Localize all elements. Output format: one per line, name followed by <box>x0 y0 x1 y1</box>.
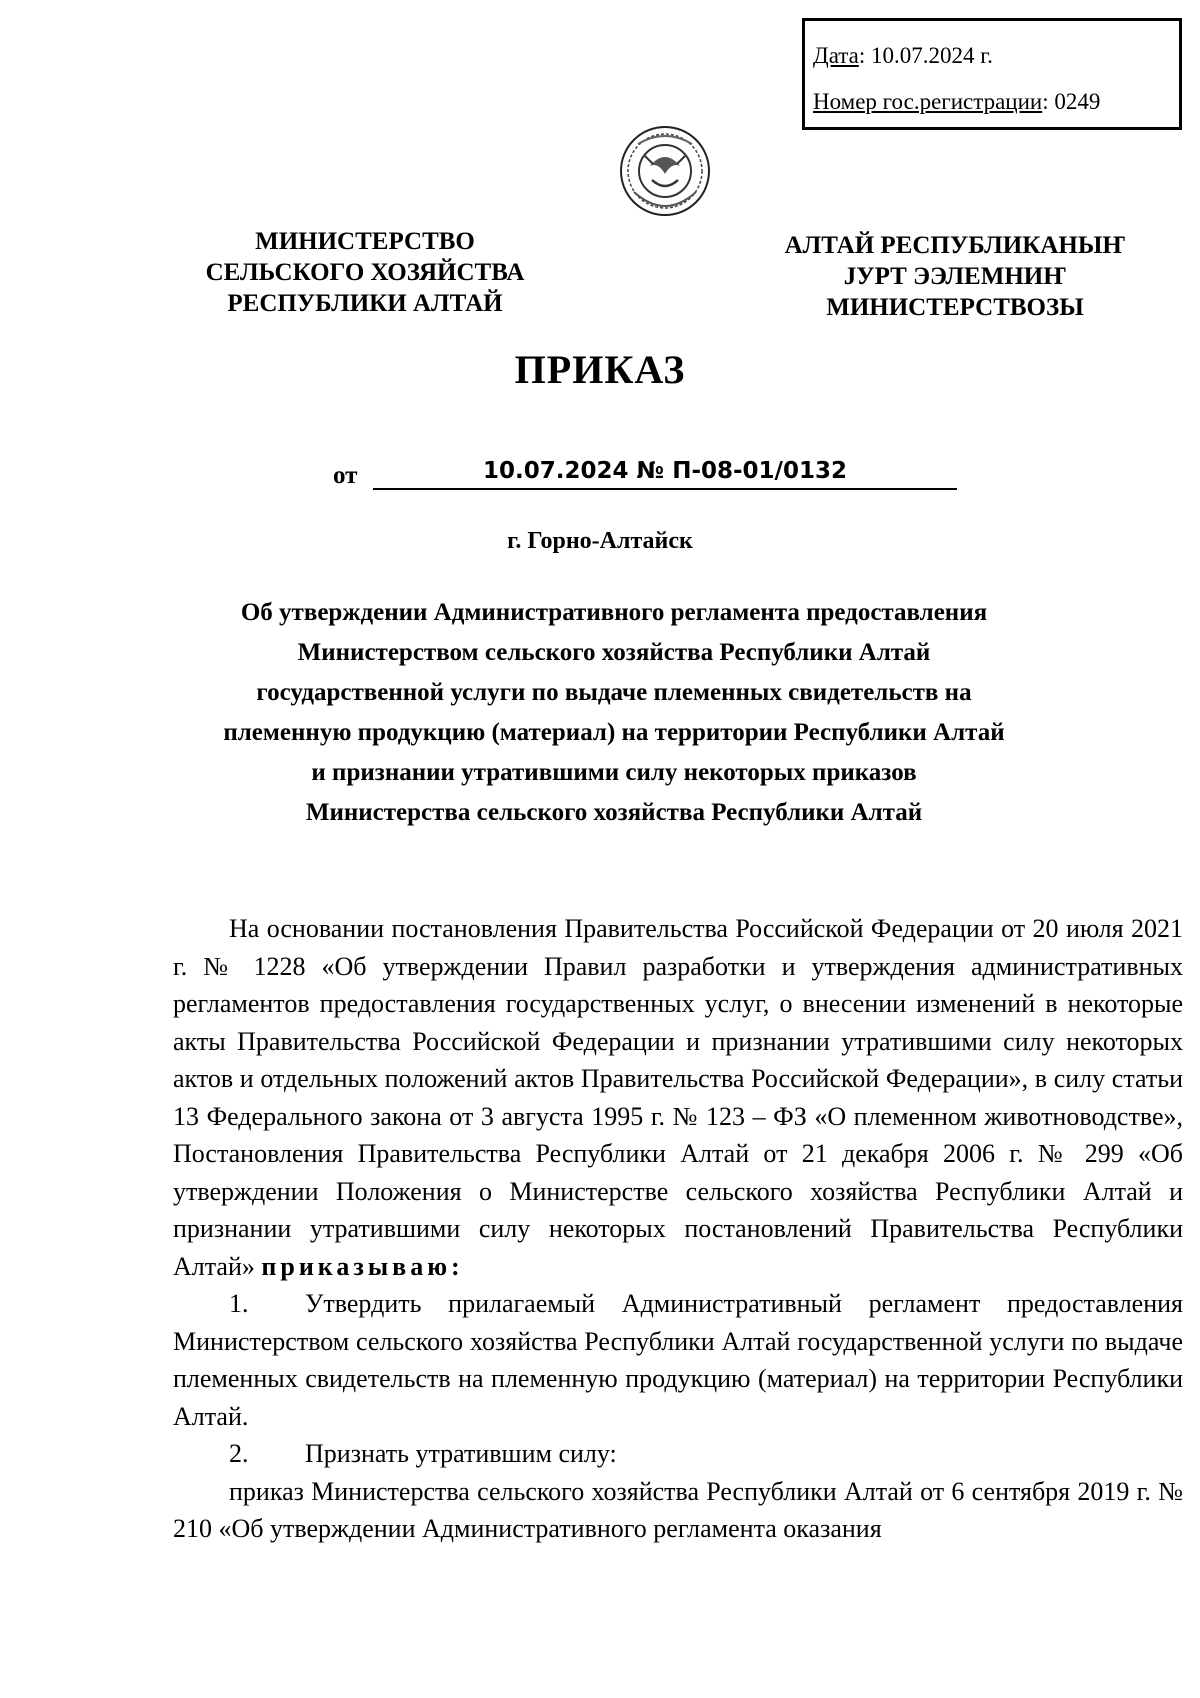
org-alt-line-1: АЛТАЙ РЕСПУБЛИКАНЫҤ <box>784 232 1126 259</box>
registration-number <box>813 79 1171 125</box>
item-number: 2. <box>229 1439 249 1468</box>
tail-paragraph: приказ Министерства сельского хозяйства Республики Алтай от 6 сентября 2019 г. № 210 «Об утверждении Административного регламента оказания <box>173 1476 1183 1543</box>
org-name-russian <box>170 226 560 319</box>
subject-heading <box>170 593 1058 833</box>
org-name-altai <box>730 230 1180 323</box>
date-value: : 10.07.2024 г. <box>858 43 993 68</box>
org-ru-line-3: РЕСПУБЛИКИ АЛТАЙ <box>227 290 503 317</box>
org-ru-line-1: МИНИСТЕРСТВО <box>255 228 475 255</box>
city: г. Горно-Алтайск <box>507 528 693 554</box>
document-body <box>173 910 1183 1548</box>
org-ru-line-2: СЕЛЬСКОГО ХОЗЯЙСТВА <box>205 259 525 286</box>
subject-line: государственной услуги по выдаче племенных свидетельств на <box>256 679 972 706</box>
subject-line: Об утверждении Административного регламента предоставления <box>240 599 988 626</box>
reg-value: : 0249 <box>1042 89 1101 114</box>
document-title: ПРИКАЗ <box>514 347 686 392</box>
preamble-text: На основании постановления Правительства Российской Федерации от 20 июля 2021 г. № 1228 «Об утверждении Правил разработки и утверждения административных регламентов предоставления государственных услуг, о внесении изменений в некоторые акты Правительства Российской Федерации и признании утратившими силу некоторых актов и отдельных положений актов Правительства Российской Федерации», в силу статьи 13 Федерального закона от 3 августа 1995 г. № 123 – ФЗ «О племенном животноводстве», Постановления Правительства Республики Алтай от 21 декабря 2006 г. № 299 «Об утверждении Положения о Министерстве сельского хозяйства Республики Алтай и признании утратившими силу некоторых постановлений Правительства Республики Алтай» <box>173 914 1183 1281</box>
date-prefix: от <box>333 462 358 489</box>
underline <box>373 488 957 490</box>
subject-line: и признании утратившими силу некоторых приказов <box>311 759 917 786</box>
subject-line: племенную продукцию (материал) на территории Республики Алтай <box>223 719 1005 746</box>
coat-of-arms-icon <box>612 122 718 220</box>
org-alt-line-2: ЈУРТ ЭЭЛЕМНИҤ <box>843 263 1067 290</box>
subject-line: Министерства сельского хозяйства Республики Алтай <box>305 799 923 826</box>
item-text: Утвердить прилагаемый Административный регламент предоставления Министерством сельского хозяйства Республики Алтай государственной услуги по выдаче племенных свидетельств на племенную продукцию (материал) на территории Республики Алтай. <box>173 1289 1183 1431</box>
org-alt-line-3: МИНИСТЕРСТВОЗЫ <box>826 294 1084 321</box>
document-number: 10.07.2024 № П-08-01/0132 <box>483 458 847 484</box>
order-word: приказываю: <box>261 1251 464 1281</box>
list-item <box>173 1435 1183 1473</box>
subject-line: Министерством сельского хозяйства Республики Алтай <box>297 639 931 666</box>
preamble-paragraph <box>173 910 1183 1285</box>
item-number: 1. <box>229 1289 249 1318</box>
registration-stamp <box>802 18 1182 130</box>
reg-label: Номер гос.регистрации <box>813 89 1043 114</box>
date-label: Дата <box>813 43 859 68</box>
registration-date <box>813 33 1171 79</box>
list-item <box>173 1285 1183 1435</box>
item-text: Признать утратившим силу: <box>305 1439 617 1468</box>
